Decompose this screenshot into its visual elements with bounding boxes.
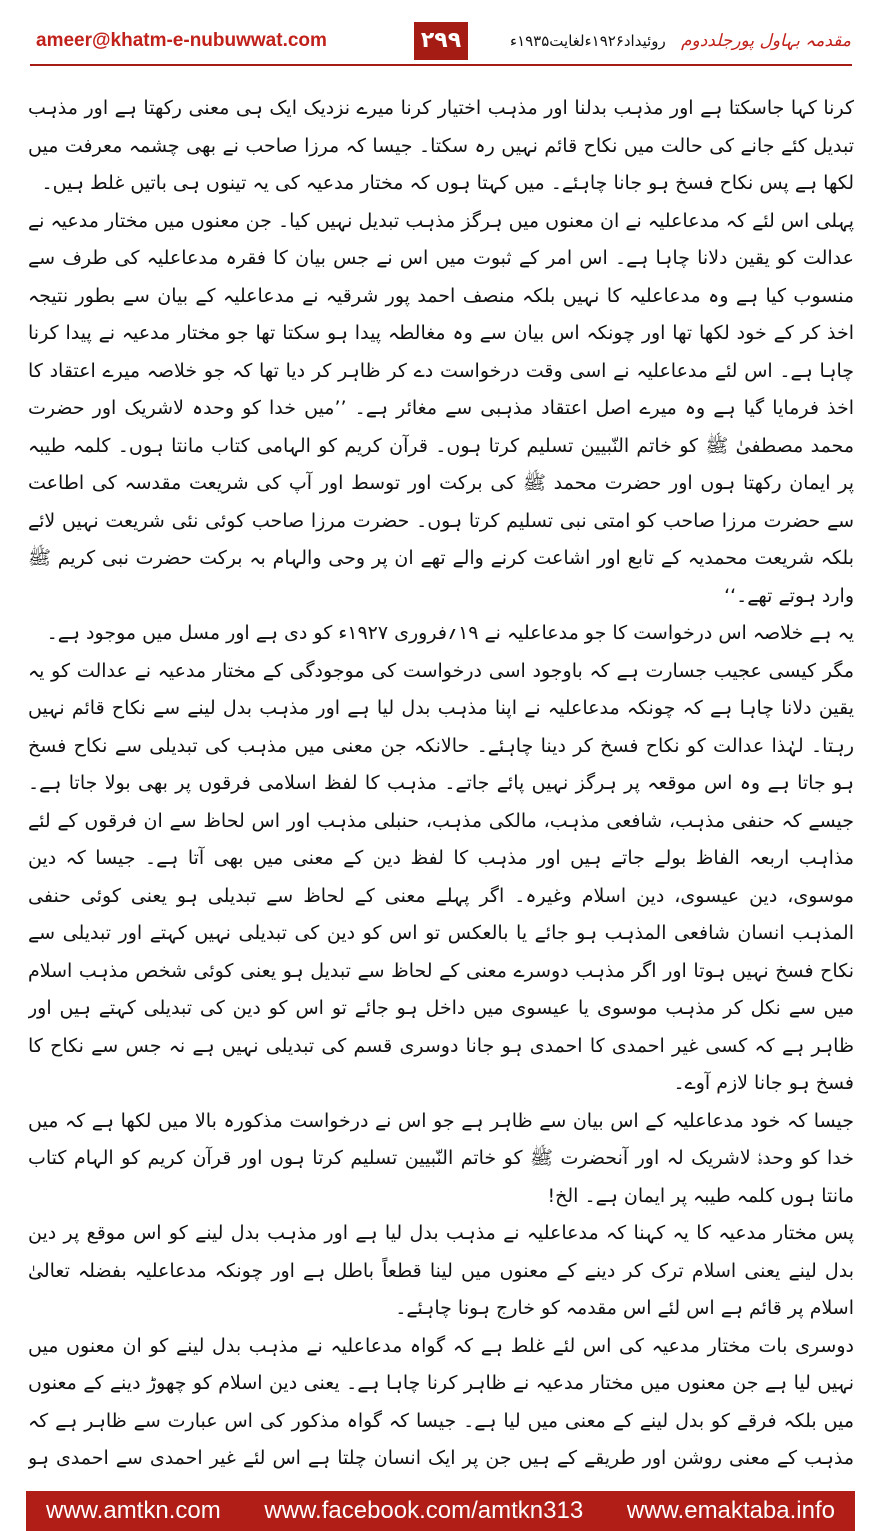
header-divider bbox=[30, 64, 852, 66]
paragraph: پس مختار مدعیہ کا یہ کہنا کہ مدعاعلیہ نے مذہب بدل لیا ہے اور مذہب بدل لینے کو اس موقع پر دین بدل لینے یعنی اسلام ترک کر دینے کے معنوں میں لینا قطعاً باطل ہے اور چونکہ مدعاعلیہ بفضلہ تعالیٰ اسلام پر قائم ہے اس لئے اس مقدمہ کو خارج ہونا چاہئے۔ bbox=[28, 1222, 854, 1319]
footer-link-facebook[interactable]: www.facebook.com/amtkn313 bbox=[264, 1497, 584, 1524]
paragraph: پہلی اس لئے کہ مدعاعلیہ نے ان معنوں میں ہرگز مذہب تبدیل نہیں کیا۔ جن معنوں میں مختار مدعیہ نے عدالت کو یقین دلانا چاہا ہے۔ اس امر کے ثبوت میں اس نے جس بیان کا فقرہ مدعاعلیہ کی طرف سے منسوب کیا ہے وہ مدعاعلیہ کا نہیں بلکہ منصف احمد پور شرقیہ نے مدعاعلیہ کے بیان سے بطور نتیجہ اخذ کر کے خود لکھا تھا اور چونکہ اس بیان سے وہ مغالطہ پیدا ہو سکتا تھا جو مختار مدعیہ نے پیدا کرنا چاہا ہے۔ اس لئے مدعاعلیہ نے اسی وقت درخواست دے کر ظاہر کر دیا تھا کہ جو خلاصہ میرے اعتقاد کا اخذ فرمایا گیا ہے وہ میرے اصل اعتقاد مذہبی سے مغائر ہے۔ ’’میں خدا کو وحدہ لاشریک اور حضرت محمد مصطفیٰ ﷺ کو خاتم النّبیین تسلیم کرتا ہوں۔ قرآن کریم کو الہامی کتاب مانتا ہوں۔ کلمہ طیبہ پر ایمان رکھتا ہوں اور حضرت محمد ﷺ کی برکت اور توسط اور آپ کی شریعت مقدسہ کی اطاعت سے حضرت مرزا صاحب کو امتی نبی تسلیم کرتا ہوں۔ حضرت مرزا صاحب کوئی نئی شریعت نہیں لائے بلکہ شریعت محمدیہ کے تابع اور اشاعت کرنے والے تھے ان پر وحی والہام بہ برکت حضرت نبی کریم ﷺ وارد ہوتے تھے۔‘‘ bbox=[28, 209, 854, 607]
header-email[interactable]: ameer@khatm-e-nubuwwat.com bbox=[36, 30, 327, 51]
paragraph: دوسری بات مختار مدعیہ کی اس لئے غلط ہے کہ گواہ مدعاعلیہ نے مذہب بدل لینے کو ان معنوں میں نہیں لیا ہے جن معنوں میں مختار مدعیہ نے ظاہر کرنا چاہا ہے۔ یعنی دین اسلام کو چھوڑ دینے کے معنوں میں بلکہ فرقے کو بدل لینے کے معنی میں لیا ہے۔ جیسا کہ گواہ مذکور کی اس عبارت سے ظاہر ہے کہ مذہب کے معنی روشن اور طریقے کے ہیں جن پر ایک انسان چلتا ہے اس لئے غیر احمدی سے احمدی ہو bbox=[28, 1334, 854, 1469]
paragraph: یہ ہے خلاصہ اس درخواست کا جو مدعاعلیہ نے ۱۹؍فروری ۱۹۲۷ء کو دی ہے اور مسل میں موجود ہے۔ bbox=[46, 622, 854, 644]
footer-link-emaktaba[interactable]: www.emaktaba.info bbox=[626, 1497, 835, 1524]
footer-links-bar bbox=[26, 1491, 855, 1531]
header-date-range: روئیداد۱۹۲۶ءلغایت۱۹۳۵ء bbox=[510, 32, 666, 50]
paragraph: مگر کیسی عجیب جسارت ہے کہ باوجود اسی درخواست کی موجودگی کے مختار مدعیہ نے عدالت کو یہ یقین دلانا چاہا ہے کہ چونکہ مدعاعلیہ نے اپنا مذہب بدل لیا ہے اور مذہب بدل لینے سے نکاح قائم نہیں رہتا۔ لہٰذا عدالت کو نکاح فسخ کر دینا چاہئے۔ حالانکہ جن معنی میں مذہب کی تبدیلی سے نکاح فسخ ہو جاتا ہے وہ اس موقعہ پر ہرگز نہیں پائے جاتے۔ مذہب کا لفظ اسلامی فرقوں پر بھی بولا جاتا ہے۔ جیسے کہ حنفی مذہب، شافعی مذہب، مالکی مذہب، حنبلی مذہب اور اس لحاظ سے ان فرقوں کے لئے مذاہب اربعہ الفاظ بولے جاتے ہیں اور مذہب کا لفظ دین کے معنی میں بھی آتا ہے۔ جیسا کہ دین موسوی، دین عیسوی، دین اسلام وغیرہ۔ اگر پہلے معنی کے لحاظ سے تبدیلی ہو یعنی کوئی حنفی المذہب انسان شافعی المذہب ہو جائے یا بالعکس تو اس کو دین کی تبدیلی نہیں کہتے اور تبدیلی سے نکاح فسخ نہیں ہوتا اور اگر مذہب دوسرے معنی کے لحاظ سے تبدیل ہو یعنی کوئی شخص مذہب اسلام میں سے نکل کر مذہب موسوی یا عیسوی میں داخل ہو جائے تو اس کو دین کی تبدیلی کہتے ہیں اور ظاہر ہے کہ کسی غیر احمدی کا احمدی ہو جانا دوسری قسم کی تبدیلی نہیں ہے نہ جس سے نکاح کا فسخ ہو جانا لازم آوے۔ bbox=[28, 659, 854, 1094]
footer-link-amtkn[interactable]: www.amtkn.com bbox=[46, 1497, 221, 1524]
paragraph: جیسا کہ خود مدعاعلیہ کے اس بیان سے ظاہر ہے جو اس نے درخواست مذکورہ بالا میں لکھا ہے کہ میں خدا کو وحدہٗ لاشریک لہ اور آنحضرت ﷺ کو خاتم النّبیین تسلیم کرتا ہوں اور قرآن کریم کو الہام کتاب مانتا ہوں کلمہ طیبہ پر ایمان ہے۔ الخ! bbox=[28, 1109, 854, 1207]
page-header bbox=[0, 0, 881, 80]
header-book-title: مقدمہ بہاول پورجلددوم bbox=[680, 31, 851, 51]
page-number: ۲۹۹ bbox=[414, 22, 468, 60]
article-body bbox=[28, 90, 854, 1480]
paragraph: کرنا کہا جاسکتا ہے اور مذہب بدلنا اور مذہب اختیار کرنا میرے نزدیک ایک ہی معنی رکھتا ہے اور مذہب تبدیل کئے جانے کی حالت میں نکاح قائم نہیں رہ سکتا۔ جیسا کہ مرزا صاحب نے بھی چشمہ معرفت میں لکھا ہے پس نکاح فسخ ہو جانا چاہئے۔ میں کہتا ہوں کہ مختار مدعیہ کی یہ تینوں ہی باتیں غلط ہیں۔ bbox=[28, 97, 854, 194]
